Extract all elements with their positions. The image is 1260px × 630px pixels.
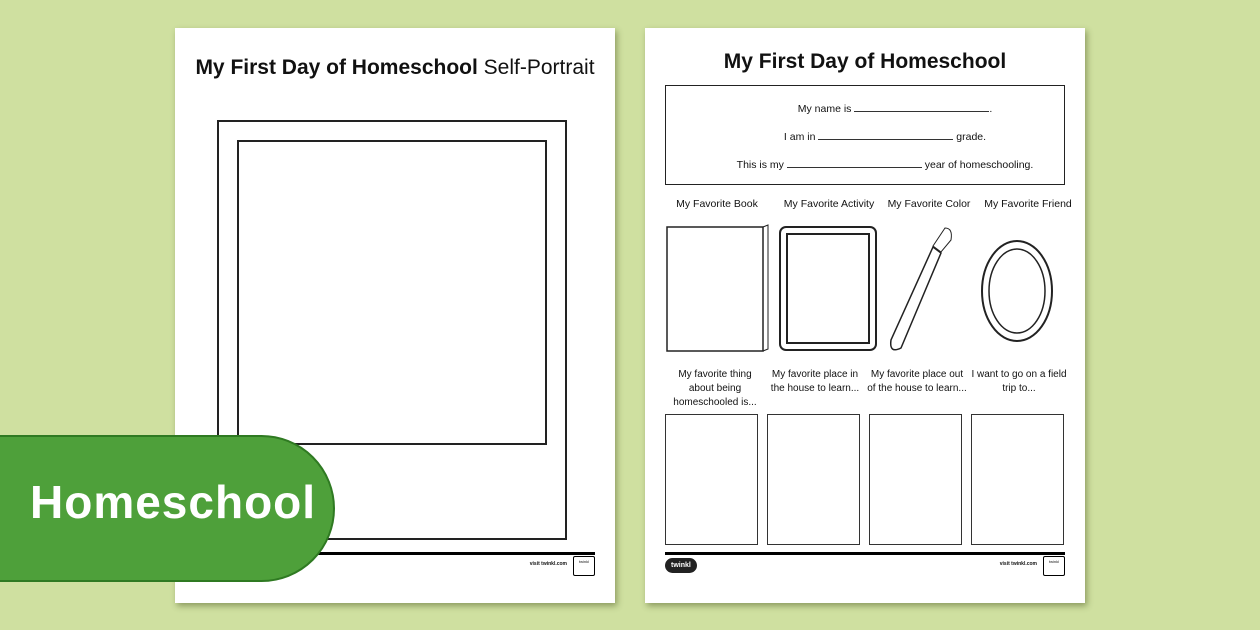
info-box <box>665 85 1065 185</box>
year-line <box>706 158 1064 171</box>
grade-blank[interactable] <box>818 130 953 140</box>
grade-line <box>706 130 1064 143</box>
name-line <box>726 102 1064 115</box>
title-light: Self-Portrait <box>483 56 595 79</box>
favorite-label: My Favorite Friend <box>984 198 1072 210</box>
title-bold: My First Day of Homeschool <box>195 56 478 79</box>
label: year of homeschooling. <box>924 159 1034 171</box>
year-blank[interactable] <box>787 158 922 168</box>
prompt-label: I want to go on a field trip to... <box>971 369 1067 394</box>
answer-box[interactable] <box>665 414 758 545</box>
badge-icon: twinkl <box>1043 556 1065 576</box>
prompt-label: My favorite thing about being homeschooled is... <box>673 369 757 408</box>
footer-divider <box>665 552 1065 555</box>
label: This is my <box>736 159 784 171</box>
label: My name is <box>797 103 852 115</box>
favorite-label: My Favorite Activity <box>783 198 875 210</box>
label: . <box>989 103 993 115</box>
twinkl-logo: twinkl <box>665 558 697 573</box>
footer-url: visit twinkl.com <box>999 561 1037 567</box>
badge-icon: twinkl <box>573 556 595 576</box>
name-blank[interactable] <box>854 102 989 112</box>
portrait-area <box>237 140 547 445</box>
footer-url: visit twinkl.com <box>529 561 567 567</box>
prompt-label: My favorite place out of the house to learn... <box>867 369 967 394</box>
worksheet-page <box>645 28 1085 603</box>
mirror-icon <box>973 223 1063 355</box>
page-title: My First Day of Homeschool <box>723 50 1007 73</box>
favorite-label: My Favorite Book <box>676 198 758 210</box>
picture-frame-icon <box>777 223 881 355</box>
answer-box[interactable] <box>971 414 1064 545</box>
answer-box[interactable] <box>869 414 962 545</box>
homeschool-banner: Homeschool <box>0 435 335 582</box>
prompt-label: My favorite place in the house to learn... <box>770 369 860 394</box>
favorite-label: My Favorite Color <box>887 198 971 210</box>
page-title <box>175 56 615 80</box>
book-icon <box>665 223 771 355</box>
answer-box[interactable] <box>767 414 860 545</box>
label: I am in <box>783 131 816 143</box>
label: grade. <box>956 131 987 143</box>
paintbrush-icon <box>885 223 965 355</box>
